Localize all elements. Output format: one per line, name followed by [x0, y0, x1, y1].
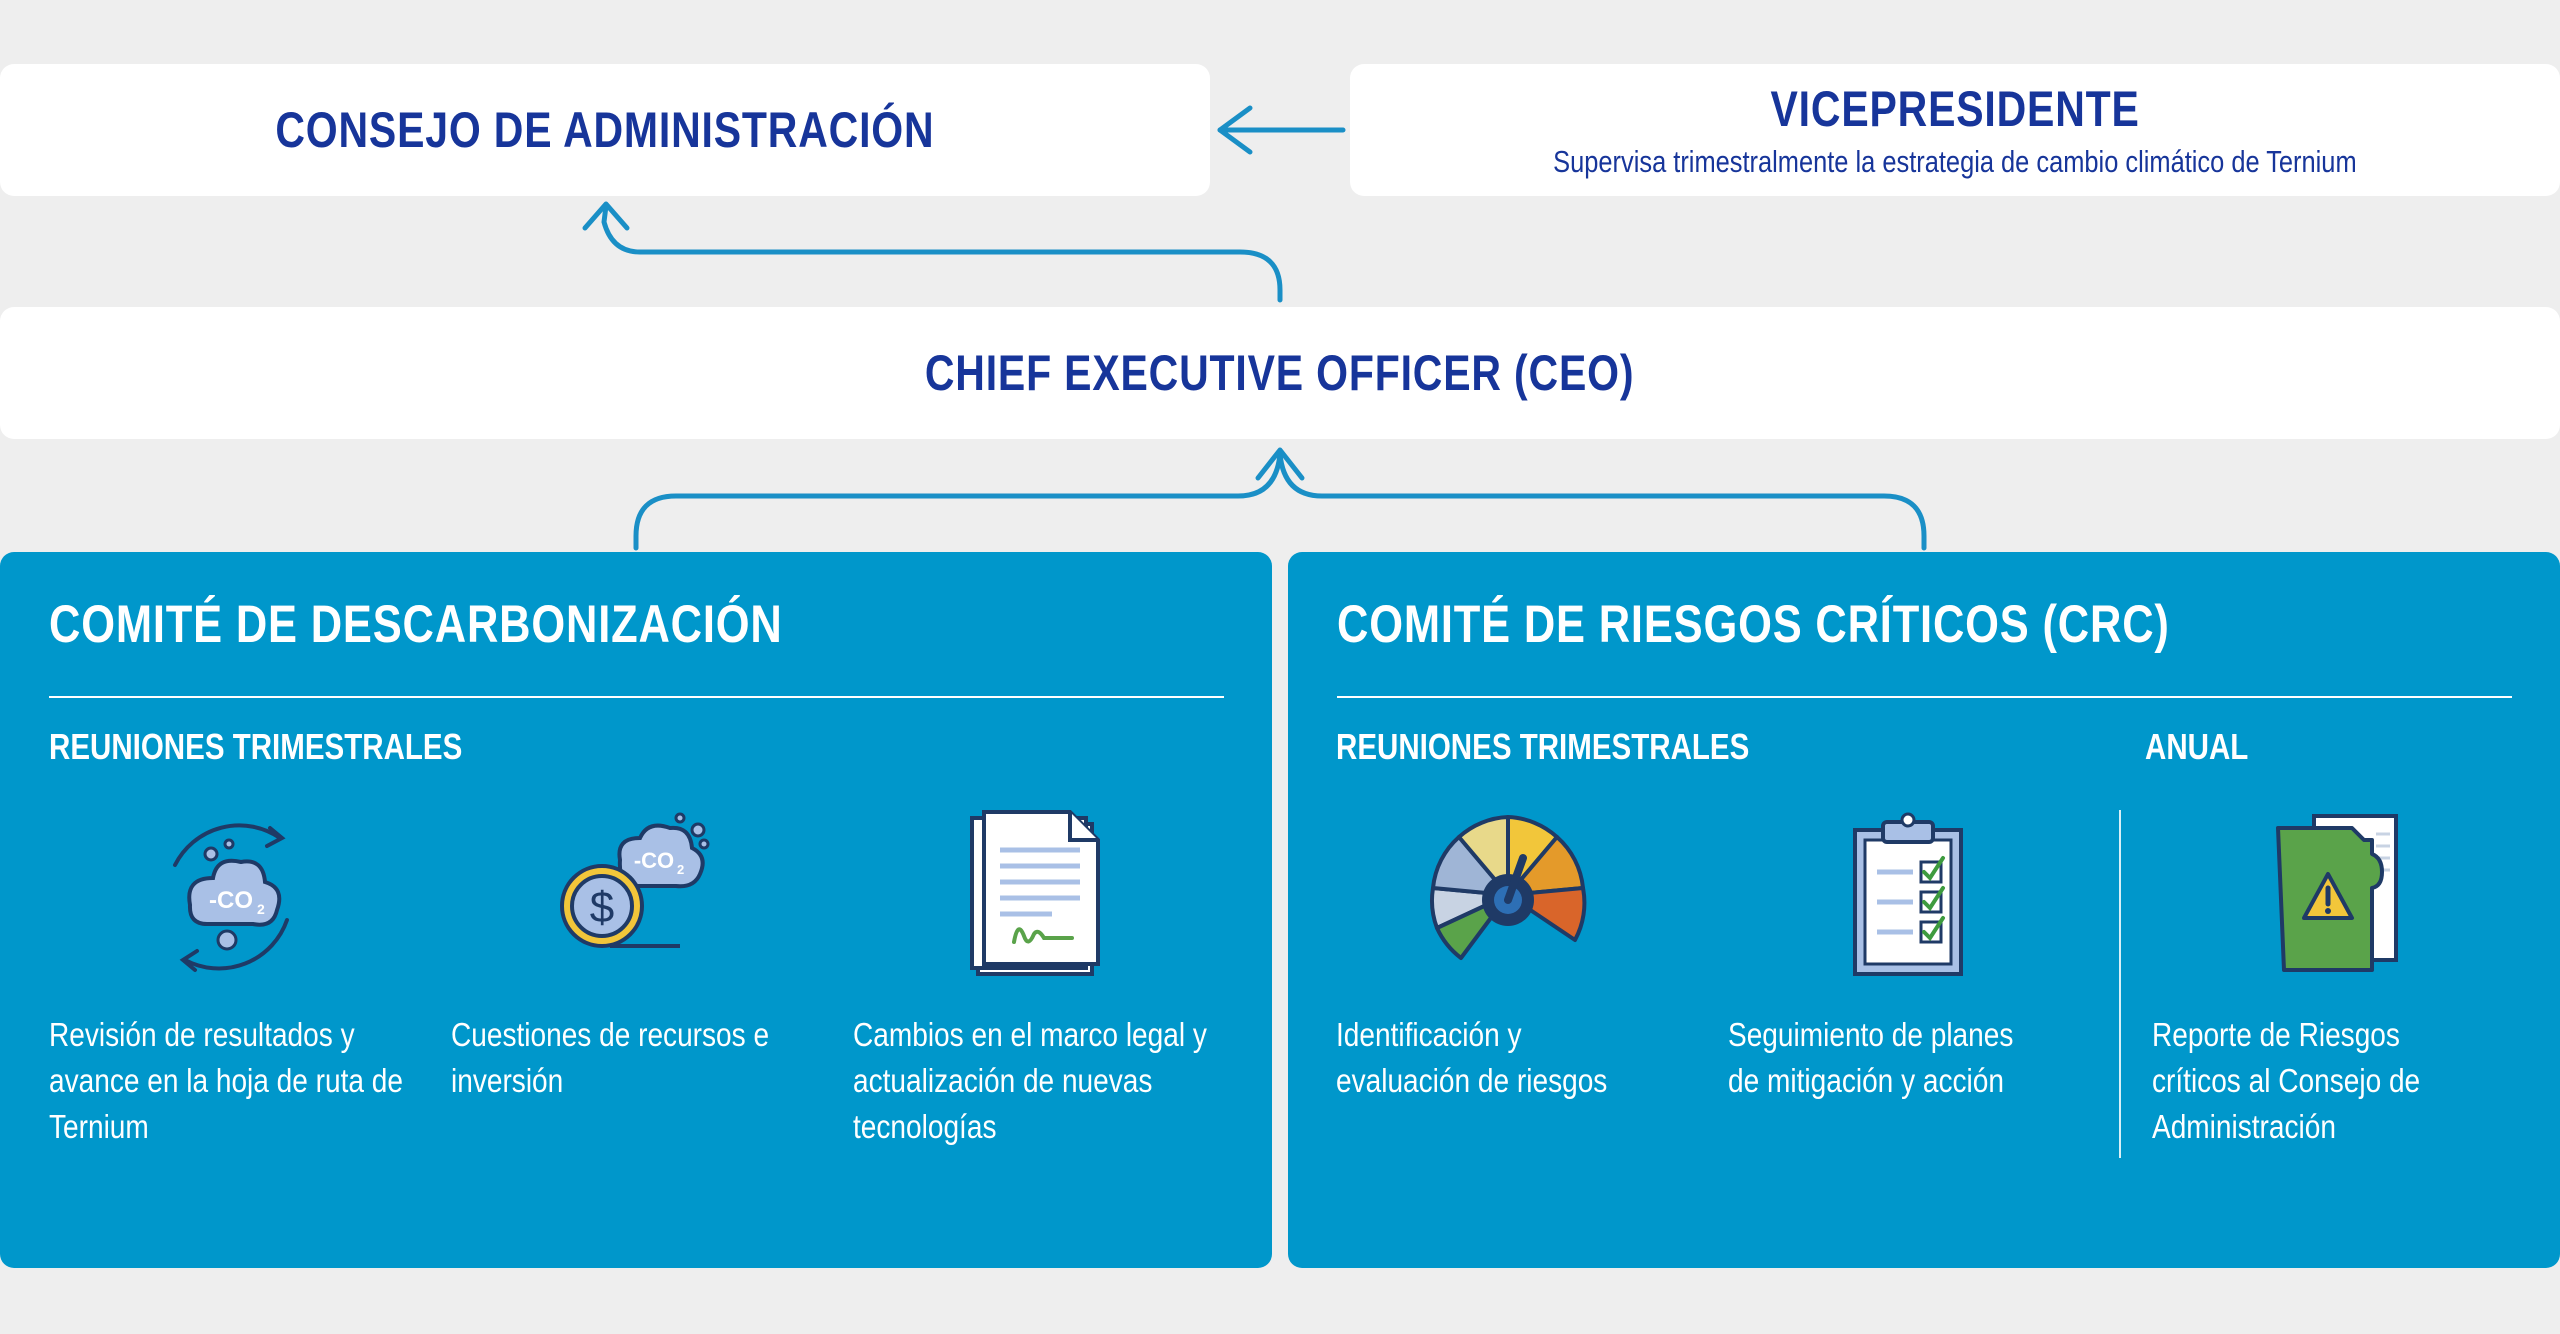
item-text: Cambios en el marco legal y actualización de nuevas tecnologías	[853, 1016, 1207, 1145]
item-text: Seguimiento de planes de mitigación y acción	[1728, 1016, 2014, 1099]
svg-text:$: $	[589, 883, 615, 932]
divider	[49, 696, 1224, 698]
ceo-to-board-arrow	[604, 206, 1280, 300]
risks-annual-heading: ANUAL	[2145, 726, 2249, 767]
decarbonization-committee-panel	[0, 552, 1272, 1268]
risks-section-heading: REUNIONES TRIMESTRALES	[1336, 726, 1750, 767]
item-text: Cuestiones de recursos e inversión	[451, 1016, 770, 1099]
risks-to-ceo-arrow	[1280, 454, 1924, 548]
ceo-box	[0, 307, 2560, 439]
board-box	[0, 64, 1210, 196]
decarb-to-ceo-arrow	[636, 454, 1280, 548]
decarbonization-section-heading: REUNIONES TRIMESTRALES	[49, 726, 463, 767]
co2-cycle-icon	[145, 810, 315, 980]
checklist-clipboard-icon	[1825, 810, 1995, 980]
vice-president-title: VICEPRESIDENTE	[1770, 81, 2140, 137]
risk-gauge-icon	[1423, 810, 1593, 980]
svg-text:2: 2	[257, 901, 265, 917]
legal-document-icon	[952, 810, 1122, 980]
warning-folder-icon	[2256, 810, 2426, 980]
vice-president-subtitle: Supervisa trimestralmente la estrategia de cambio climático de Ternium	[1553, 144, 2357, 179]
divider	[2119, 810, 2121, 1158]
ceo-title: CHIEF EXECUTIVE OFFICER (CEO)	[925, 345, 1635, 401]
board-title: CONSEJO DE ADMINISTRACIÓN	[275, 102, 935, 158]
critical-risks-committee-panel	[1288, 552, 2560, 1268]
coin-co2-icon	[550, 810, 720, 980]
svg-text:2: 2	[677, 862, 685, 877]
item-text: Reporte de Riesgos críticos al Consejo de Administración	[2152, 1016, 2421, 1145]
vice-president-box	[1350, 64, 2560, 196]
risks-title: COMITÉ DE RIESGOS CRÍTICOS (CRC)	[1337, 595, 2170, 654]
decarbonization-title: COMITÉ DE DESCARBONIZACIÓN	[49, 595, 783, 654]
item-text: Identificación y evaluación de riesgos	[1336, 1016, 1608, 1099]
svg-text:-CO: -CO	[209, 887, 253, 914]
divider	[1337, 696, 2512, 698]
item-text: Revisión de resultados y avance en la hoja de ruta de Ternium	[49, 1016, 404, 1145]
svg-text:-CO: -CO	[633, 848, 675, 873]
